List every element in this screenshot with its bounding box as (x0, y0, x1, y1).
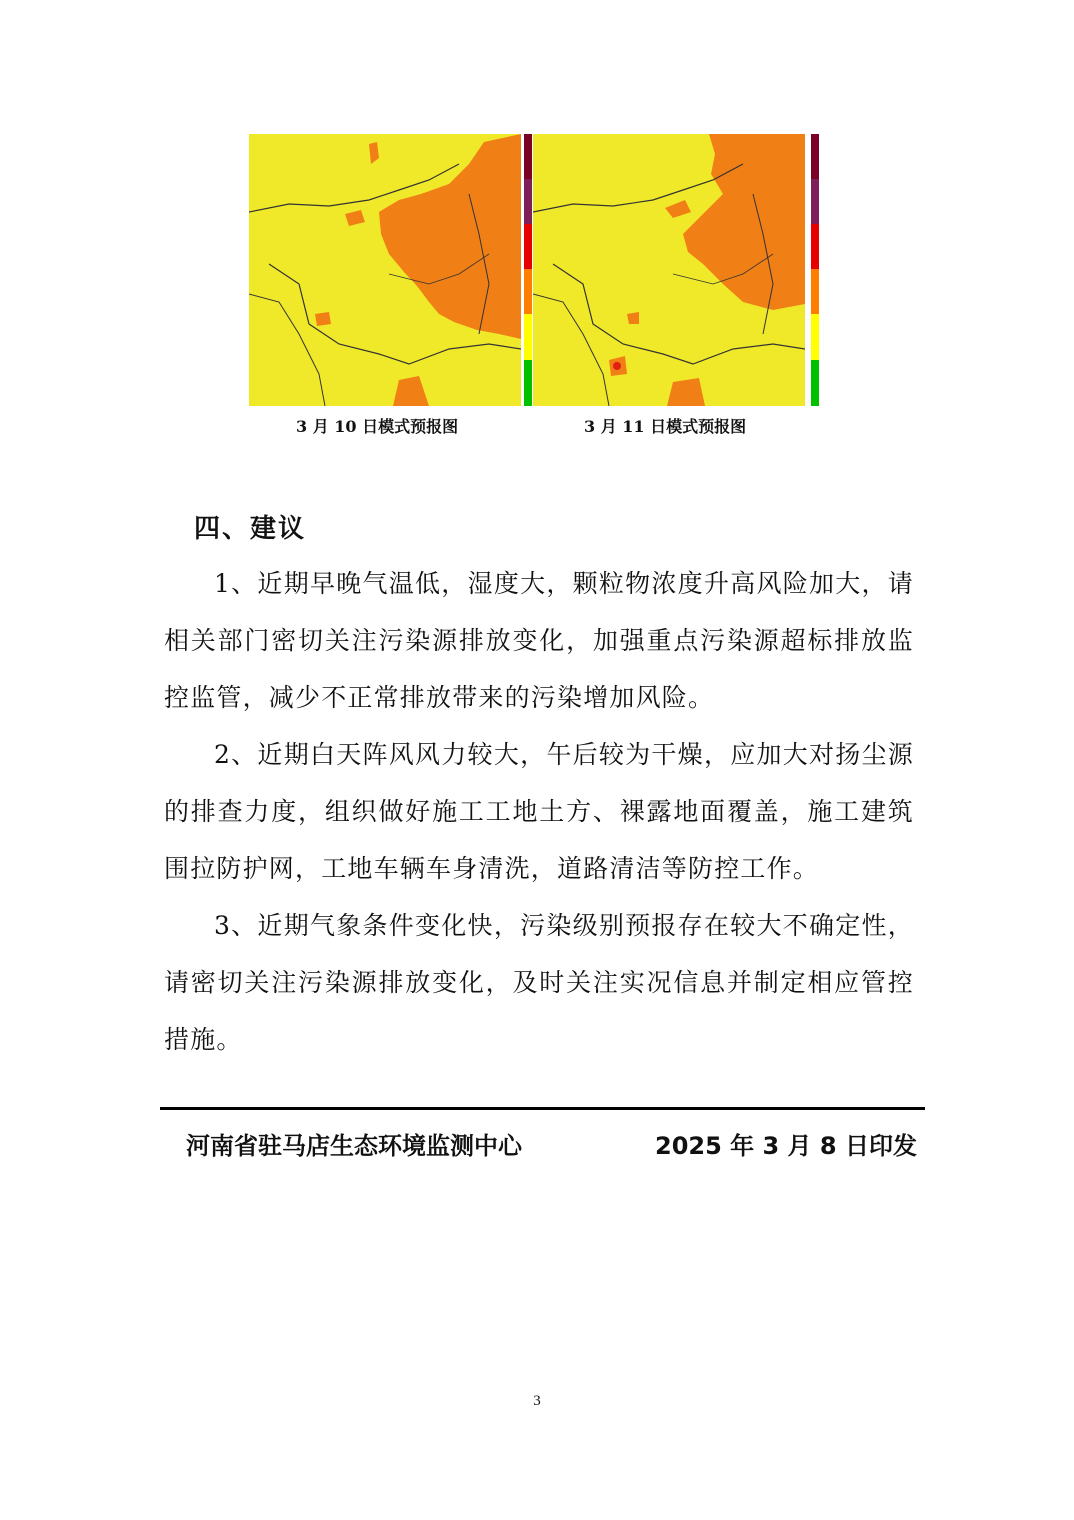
legend-scale (524, 134, 532, 406)
legend-swatch (524, 179, 532, 224)
issuing-organization: 河南省驻马店生态环境监测中心 (186, 1132, 522, 1160)
legend-swatch (811, 314, 819, 360)
pollution-zone-small (315, 312, 331, 326)
forecast-map-mar10 (249, 134, 521, 406)
footer-divider (160, 1107, 925, 1110)
page-number: 3 (533, 1393, 541, 1409)
recommendation-paragraph: 2、近期白天阵风风力较大，午后较为干燥，应加大对扬尘源的排查力度，组织做好施工工地土方、裸露地面覆盖，施工建筑围拉防护网，工地车辆车身清洗，道路清洁等防控工作。 (164, 740, 914, 883)
legend-swatch (524, 269, 532, 314)
legend-swatch (811, 360, 819, 406)
aqi-legend-bar (524, 134, 532, 406)
map-caption-mar10: 3 月 10 日模式预报图 (296, 417, 459, 436)
forecast-map-image (249, 134, 521, 406)
recommendation-paragraph: 1、近期早晚气温低，湿度大，颗粒物浓度升高风险加大，请相关部门密切关注污染源排放变化，加强重点污染源超标排放监控监管，减少不正常排放带来的污染增加风险。 (164, 569, 914, 712)
legend-swatch (524, 360, 532, 406)
legend-swatch (811, 179, 819, 224)
section-heading: 四、建议 (194, 514, 307, 544)
recommendation-paragraph: 3、近期气象条件变化快，污染级别预报存在较大不确定性，请密切关注污染源排放变化，及时关注实况信息并制定相应管控措施。 (164, 911, 914, 1054)
legend-swatch (811, 134, 819, 179)
pollution-zone-moderate (613, 362, 621, 370)
legend-swatch (524, 224, 532, 269)
legend-swatch (811, 269, 819, 314)
map-caption-mar11: 3 月 11 日模式预报图 (584, 417, 747, 436)
aqi-legend-bar (811, 134, 819, 406)
pollution-zone-small (627, 312, 639, 324)
legend-swatch (524, 314, 532, 360)
forecast-map-image (533, 134, 805, 406)
issue-date: 2025 年 3 月 8 日印发 (655, 1132, 917, 1160)
legend-scale (811, 134, 819, 406)
legend-swatch (811, 224, 819, 269)
legend-swatch (524, 134, 532, 179)
forecast-map-mar11 (533, 134, 805, 406)
